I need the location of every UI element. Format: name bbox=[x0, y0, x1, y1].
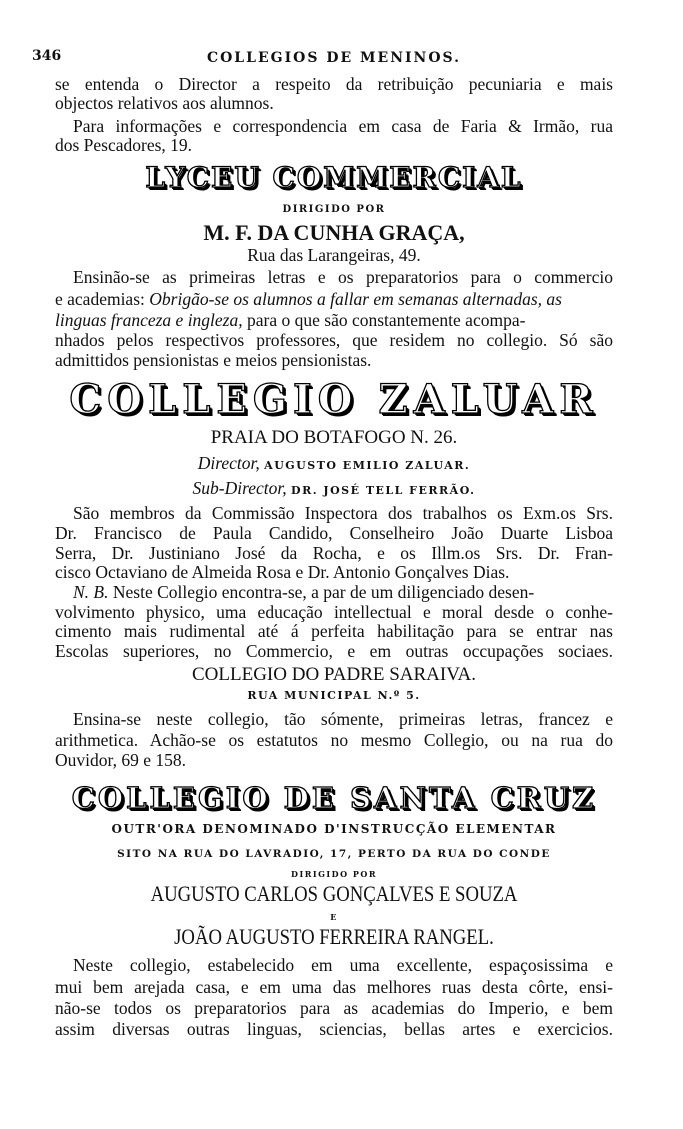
zaluar-director bbox=[55, 453, 613, 476]
text-line bbox=[55, 310, 613, 330]
text-line: Dr. Francisco de Paula Candido, Conselheiro João Duarte Lisboa bbox=[55, 523, 613, 543]
text-line: Ensina-se neste collegio, tão sómente, primeiras letras, francez e bbox=[73, 709, 613, 729]
page-number: 346 bbox=[32, 48, 62, 64]
italic-text: linguas franceza e ingleza, bbox=[55, 310, 243, 330]
saraiva-title: COLLEGIO DO PADRE SARAIVA. bbox=[192, 664, 476, 685]
text-line: volvimento physico, uma educação intellectual e moral desde o conhe- bbox=[55, 602, 613, 622]
director-label: Director, bbox=[197, 453, 260, 473]
text-line: arithmetica. Achão-se os estatutos no mesmo Collegio, ou na rua do bbox=[55, 730, 613, 750]
text-span: para o que são constantemente acompa- bbox=[242, 310, 526, 330]
santa-cruz-director-1: AUGUSTO CARLOS GONÇALVES E SOUZA bbox=[150, 881, 518, 906]
text-line: mui bem arejada casa, e em uma das melhores ruas desta côrte, ensi- bbox=[55, 977, 613, 997]
subdirector-name: DR. JOSÉ TELL FERRÃO. bbox=[291, 484, 476, 497]
text-line bbox=[55, 582, 613, 602]
santa-cruz-subtitle: OUTR'ORA DENOMINADO D'INSTRUCÇÃO ELEMENTAR bbox=[111, 822, 557, 836]
running-title: COLLEGIOS DE MENINOS. bbox=[206, 50, 462, 66]
text-line bbox=[55, 289, 613, 309]
zaluar-subdirector bbox=[55, 478, 613, 501]
text-line: São membros da Commissão Inspectora dos trabalhos os Exm.os Srs. bbox=[73, 503, 613, 523]
subdirector-label: Sub-Director, bbox=[192, 478, 287, 498]
santa-cruz-title: COLLEGIO DE SANTA CRUZ bbox=[71, 781, 597, 815]
santa-cruz-directed-by: DIRIGIDO POR bbox=[291, 869, 377, 879]
text-line: objectos relativos aos alumnos. bbox=[55, 93, 274, 113]
santa-cruz-director-2: JOÃO AUGUSTO FERREIRA RANGEL. bbox=[174, 924, 494, 949]
text-line: Neste collegio, estabelecido em uma excellente, espaçosissima e bbox=[73, 955, 613, 975]
santa-cruz-and: E bbox=[330, 912, 338, 922]
text-line: se entenda o Director a respeito da retribuição pecuniaria e mais bbox=[55, 74, 613, 94]
text-line: cisco Octaviano de Almeida Rosa e Dr. Antonio Gonçalves Dias. bbox=[55, 562, 510, 582]
text-line: Para informações e correspondencia em casa de Faria & Irmão, rua bbox=[73, 116, 613, 136]
director-name: AUGUSTO EMILIO ZALUAR. bbox=[264, 459, 471, 472]
nb-label: N. B. bbox=[73, 582, 109, 602]
text-line: Ouvidor, 69 e 158. bbox=[55, 750, 187, 770]
text-line: cimento mais rudimental até á perfeita habilitação para se entrar nas bbox=[55, 621, 613, 641]
text-span: e academias: bbox=[55, 289, 150, 309]
lyceu-directed-by: DIRIGIDO POR bbox=[282, 204, 386, 215]
text-span: Neste Collegio encontra-se, a par de um diligenciado desen- bbox=[108, 582, 535, 602]
zaluar-address: PRAIA DO BOTAFOGO N. 26. bbox=[210, 427, 458, 448]
saraiva-address: RUA MUNICIPAL N.º 5. bbox=[247, 689, 421, 702]
lyceu-director: M. F. DA CUNHA GRAÇA, bbox=[203, 220, 465, 245]
text-line: dos Pescadores, 19. bbox=[55, 135, 193, 155]
text-line: admittidos pensionistas e meios pensionistas. bbox=[55, 350, 372, 370]
text-line: assim diversas outras linguas, sciencias, bellas artes e exercicios. bbox=[55, 1019, 613, 1039]
text-line: não-se todos os preparatorios para as academias do Imperio, e bem bbox=[55, 998, 613, 1018]
italic-text: Obrigão-se os alumnos a fallar em semanas alternadas, as bbox=[149, 289, 562, 309]
lyceu-title: LYCEU COMMERCIAL bbox=[145, 161, 523, 194]
text-line: nhados pelos respectivos professores, que residem no collegio. Só são bbox=[55, 330, 613, 350]
text-line: Escolas superiores, no Commercio, e em outras occupações sociaes. bbox=[55, 641, 613, 661]
text-line: Serra, Dr. Justiniano José da Rocha, e os Illm.os Srs. Dr. Fran- bbox=[55, 543, 613, 563]
text-line: Ensinão-se as primeiras letras e os preparatorios para o commercio bbox=[73, 267, 613, 287]
santa-cruz-address: SITO NA RUA DO LAVRADIO, 17, PERTO DA RUA DO CONDE bbox=[117, 848, 551, 860]
lyceu-address: Rua das Larangeiras, 49. bbox=[247, 245, 421, 265]
zaluar-title: COLLEGIO ZALUAR bbox=[69, 376, 599, 423]
